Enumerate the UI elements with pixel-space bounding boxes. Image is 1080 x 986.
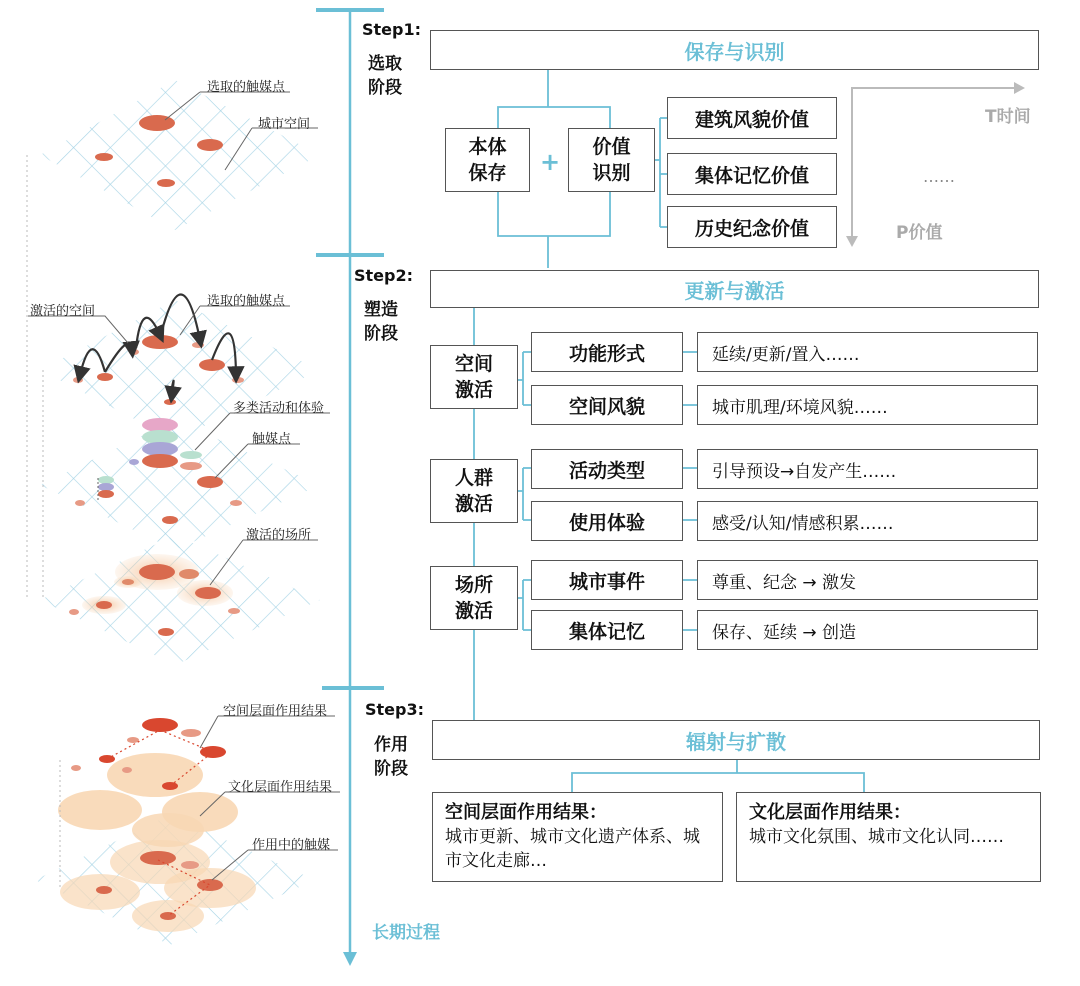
desc-spatial-style: 城市肌理/环境风貌…… (697, 385, 1038, 425)
timeline-end-label: 长期过程 (372, 923, 440, 943)
timeline (316, 10, 384, 966)
label-catalyst-point: 触媒点 (252, 432, 292, 447)
label-selected-catalyst-1: 选取的触媒点 (207, 80, 286, 95)
desc-urban-event: 尊重、纪念 → 激发 (697, 560, 1038, 600)
axis-t-label: T时间 (985, 107, 1031, 127)
value-architecture: 建筑风貌价值 (667, 97, 837, 139)
step1-header: 保存与识别 (430, 30, 1039, 70)
desc-use-experience: 感受/认知/情感积累…… (697, 501, 1038, 541)
desc-collective-memory: 保存、延续 → 创造 (697, 610, 1038, 650)
item-function-form: 功能形式 (531, 332, 683, 372)
step3-connectors (572, 760, 864, 792)
grid-layer-step1 (40, 80, 320, 230)
label-activities: 多类活动和体验 (233, 401, 325, 416)
desc-function-form: 延续/更新/置入…… (697, 332, 1038, 372)
step3-header: 辐射与扩散 (432, 720, 1040, 760)
label-selected-catalyst-2: 选取的触媒点 (207, 294, 286, 309)
step1-stage: 选取 阶段 (368, 54, 402, 98)
item-activity-type: 活动类型 (531, 449, 683, 489)
step3-stage: 作用 阶段 (374, 735, 408, 779)
label-spatial-result: 空间层面作用结果 (223, 704, 328, 719)
axis-p-label: P价值 (896, 223, 943, 243)
group-place-activation: 场所 激活 (430, 566, 518, 630)
label-urban-space: 城市空间 (258, 117, 311, 132)
group-crowd-activation: 人群 激活 (430, 459, 518, 523)
axis-ellipsis: …… (923, 167, 955, 186)
spatial-result-text: 城市更新、城市文化遗产体系、城市文化走廊… (445, 827, 700, 871)
label-cultural-result: 文化层面作用结果 (228, 780, 333, 795)
label-activated-place: 激活的场所 (246, 528, 312, 543)
step1-label: Step1: (362, 20, 422, 39)
grid-layer-step3 (35, 718, 315, 945)
step3-label: Step3: (365, 700, 425, 719)
body-preserve-box: 本体 保存 (445, 128, 530, 192)
value-identify-box: 价值 识别 (568, 128, 655, 192)
label-activated-space: 激活的空间 (30, 304, 96, 319)
plus-sign: + (540, 148, 561, 176)
desc-activity-type: 引导预设→自发产生…… (697, 449, 1038, 489)
value-history: 历史纪念价值 (667, 206, 837, 248)
step2-stage: 塑造 阶段 (364, 300, 398, 344)
step2-label: Step2: (354, 266, 414, 285)
layer-guides (27, 155, 60, 890)
item-collective-memory: 集体记忆 (531, 610, 683, 650)
spatial-result-box (432, 792, 723, 882)
cultural-result-title: 文化层面作用结果： (749, 802, 911, 823)
item-urban-event: 城市事件 (531, 560, 683, 600)
item-spatial-style: 空间风貌 (531, 385, 683, 425)
value-memory: 集体记忆价值 (667, 153, 837, 195)
cultural-result-text: 城市文化氛围、城市文化认同…… (749, 827, 1004, 847)
cultural-result-box (736, 792, 1041, 882)
label-acting-catalyst: 作用中的触媒 (252, 838, 331, 853)
item-use-experience: 使用体验 (531, 501, 683, 541)
step2-header: 更新与激活 (430, 270, 1039, 308)
spatial-result-title: 空间层面作用结果： (445, 802, 607, 823)
group-space-activation: 空间 激活 (430, 345, 518, 409)
grid-layer-step2-place (40, 535, 320, 665)
